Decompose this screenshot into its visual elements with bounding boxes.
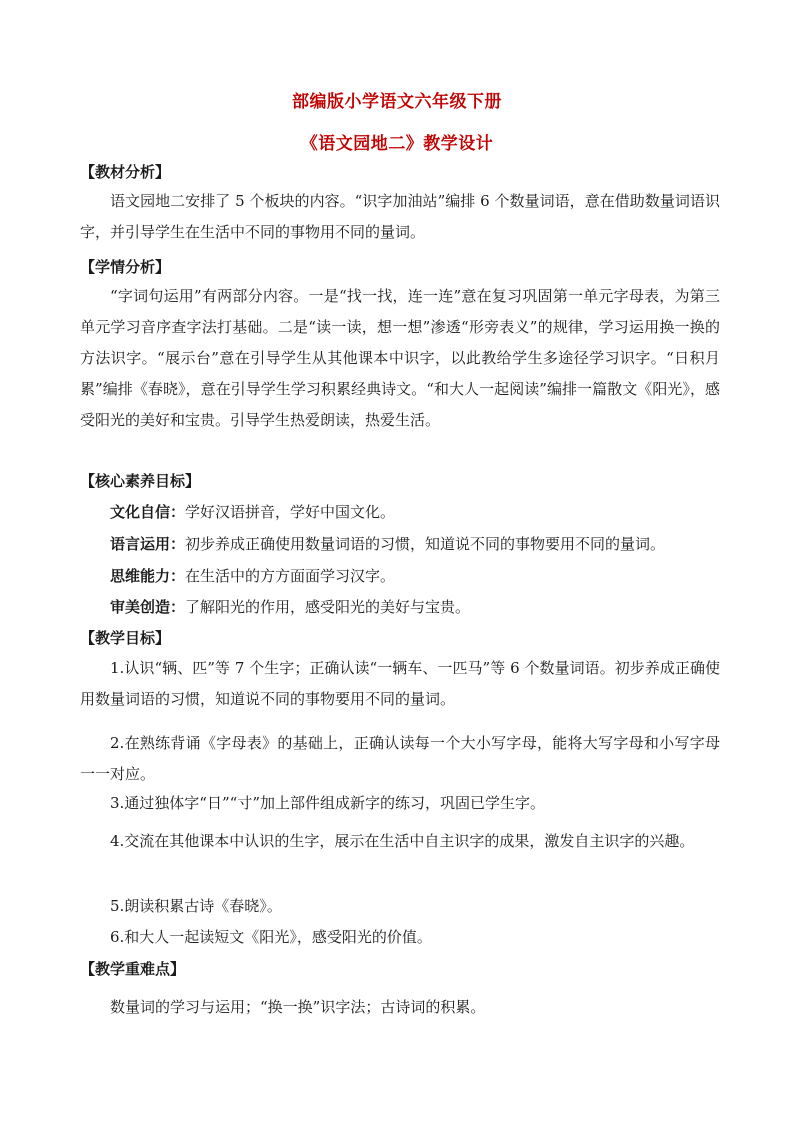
heading-core-literacy: 【核心素养目标】 — [80, 472, 201, 490]
core-goal-item — [80, 529, 720, 560]
heading-key-difficulties: 【教学重难点】 — [80, 960, 186, 978]
heading-material-analysis: 【教材分析】 — [80, 163, 171, 181]
core-goal-label: 语言运用： — [110, 535, 186, 553]
teaching-goal-item: 1.认识“辆、匹”等 7 个生字；正确认读“一辆车、一匹马”等 6 个数量词语。初步养成正确使用数量词语的习惯，知道说不同的事物要用不同的量词。 — [80, 659, 720, 708]
paragraph-material-analysis: 语文园地二安排了 5 个板块的内容。“识字加油站”编排 6 个数量词语，意在借助数量词语识字，并引导学生在生活中不同的事物用不同的量词。 — [80, 192, 720, 241]
core-goal-text: 初步养成正确使用数量词语的习惯，知道说不同的事物要用不同的量词。 — [185, 535, 666, 553]
paragraph-learner-analysis: “字词句运用”有两部分内容。一是“找一找，连一连”意在复习巩固第一单元字母表，为第三单元学习音序查字法打基础。二是“读一读，想一想”渗透“形旁表义”的规律，学习运用换一换的方法识字。“展示台”意在引导学生从其他课本中识字，以此教给学生多途径学习识字。“日积月累”编排《春晓》，意在引导学生学习积累经典诗文。“和大人一起阅读”编排一篇散文《阳光》，感受阳光的美好和宝贵。引导学生热爱朗读，热爱生活。 — [80, 287, 720, 429]
core-goal-item — [80, 497, 720, 528]
teaching-goal-item: 6.和大人一起读短文《阳光》，感受阳光的价值。 — [110, 928, 432, 946]
paragraph-key-difficulties: 数量词的学习与运用；“换一换”识字法；古诗词的积累。 — [110, 998, 486, 1016]
core-goal-text: 在生活中的方方面面学习汉字。 — [185, 567, 396, 585]
teaching-goal-item: 4.交流在其他课本中认识的生字，展示在生活中自主识字的成果，激发自主识字的兴趣。 — [110, 832, 695, 850]
core-goal-label: 审美创造： — [110, 598, 186, 616]
document-title: 部编版小学语文六年级下册 — [292, 92, 502, 112]
core-goal-item — [80, 592, 720, 623]
teaching-goal-item: 3.通过独体字“日”“寸”加上部件组成新字的练习，巩固已学生字。 — [110, 794, 545, 812]
document-subtitle: 《语文园地二》教学设计 — [300, 134, 494, 154]
teaching-goal-item: 2.在熟练背诵《字母表》的基础上，正确认读每一个大小写字母，能将大写字母和小写字母一一对应。 — [80, 734, 720, 783]
heading-teaching-goals: 【教学目标】 — [80, 629, 171, 647]
heading-learner-analysis: 【学情分析】 — [80, 258, 171, 276]
core-goal-label: 文化自信： — [110, 503, 186, 521]
core-goal-text: 了解阳光的作用，感受阳光的美好与宝贵。 — [185, 598, 471, 616]
core-goal-label: 思维能力： — [110, 567, 186, 585]
core-goal-item — [80, 561, 720, 592]
core-goal-text: 学好汉语拼音，学好中国文化。 — [185, 503, 396, 521]
teaching-goal-item: 5.朗读积累古诗《春晓》。 — [110, 897, 282, 915]
